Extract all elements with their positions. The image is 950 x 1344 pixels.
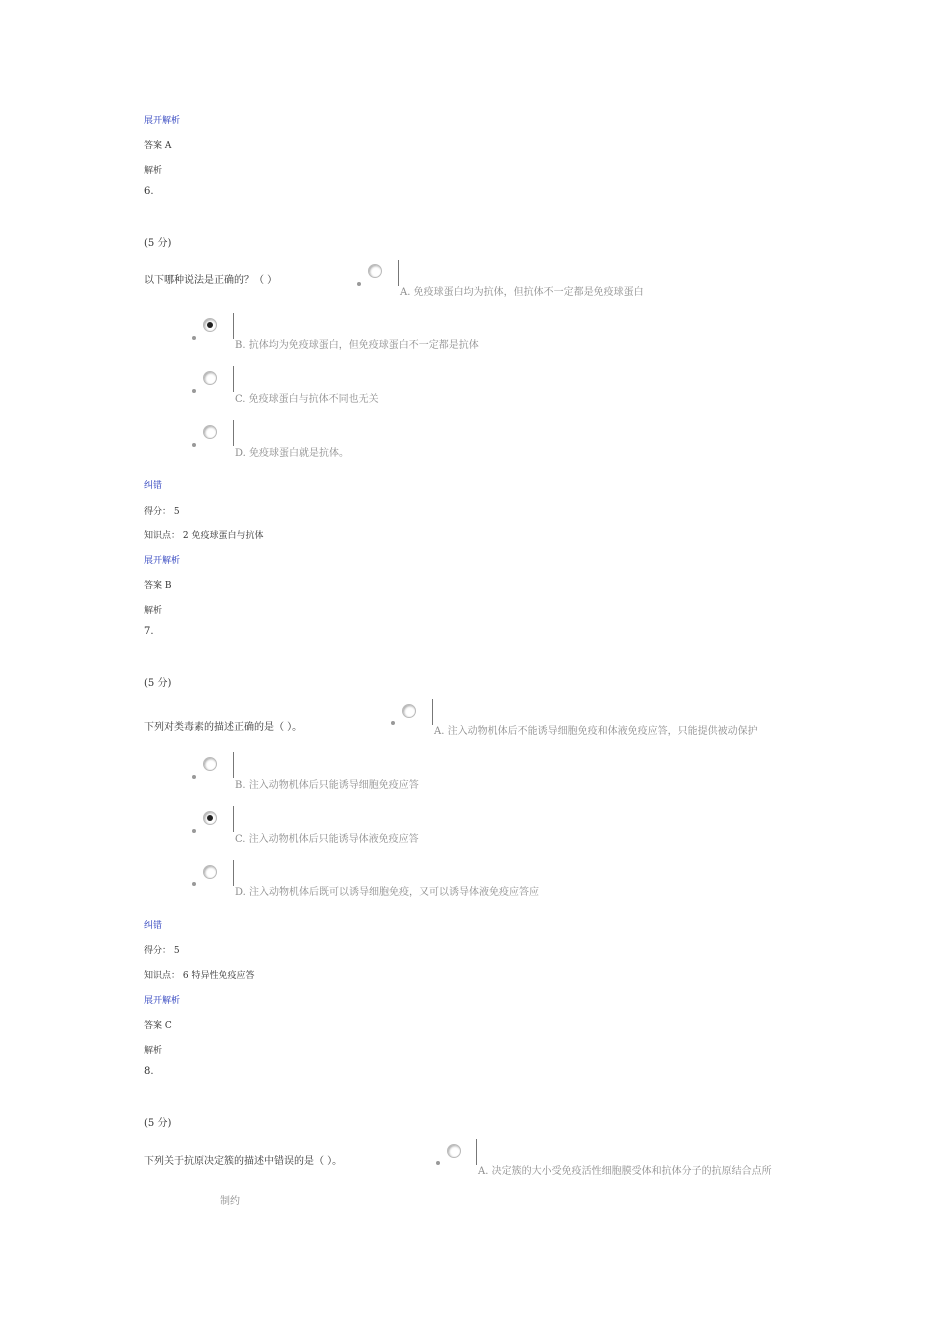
- knowledge-point: 知识点： 6 特异性免疫应答: [144, 971, 255, 981]
- bullet-dot: [192, 829, 196, 833]
- bullet-dot: [357, 282, 361, 286]
- answer-text: 答案 C: [144, 1021, 172, 1031]
- bullet-dot: [192, 443, 196, 447]
- option-divider: [233, 366, 234, 392]
- question-number: 6.: [144, 186, 154, 197]
- expand-analysis-link[interactable]: 展开解析: [144, 116, 181, 126]
- option-divider: [233, 313, 234, 339]
- answer-text: 答案 B: [144, 581, 172, 591]
- option-b-radio[interactable]: [203, 318, 217, 332]
- option-divider: [476, 1139, 477, 1165]
- option-d-label[interactable]: D. 注入动物机体后既可以诱导细胞免疫，又可以诱导体液免疫应答应: [235, 887, 540, 898]
- option-divider: [233, 806, 234, 832]
- question-text: 下列关于抗原决定簇的描述中错误的是（ ）。: [144, 1156, 343, 1167]
- question-points: (5 分): [144, 1118, 172, 1129]
- bullet-dot: [192, 775, 196, 779]
- radio-selected-dot: [207, 322, 213, 328]
- option-c-radio[interactable]: [203, 371, 217, 385]
- option-divider: [233, 860, 234, 886]
- option-c-label[interactable]: C. 免疫球蛋白与抗体不同也无关: [235, 394, 379, 405]
- expand-analysis-link[interactable]: 展开解析: [144, 556, 181, 566]
- knowledge-point: 知识点： 2 免疫球蛋白与抗体: [144, 531, 264, 541]
- option-a-radio[interactable]: [447, 1144, 461, 1158]
- option-a-radio[interactable]: [368, 264, 382, 278]
- option-divider: [233, 752, 234, 778]
- option-d-radio[interactable]: [203, 865, 217, 879]
- analysis-label: 解析: [144, 166, 163, 176]
- score-text: 得分： 5: [144, 507, 180, 517]
- option-divider: [432, 699, 433, 725]
- question-text: 以下哪种说法是正确的？（ ）: [144, 275, 278, 286]
- score-text: 得分： 5: [144, 946, 180, 956]
- option-a-label[interactable]: A. 免疫球蛋白均为抗体，但抗体不一定都是免疫球蛋白: [400, 287, 644, 298]
- option-a-radio[interactable]: [402, 704, 416, 718]
- report-error-link[interactable]: 纠错: [144, 921, 163, 931]
- question-number: 8.: [144, 1066, 154, 1077]
- question-number: 7.: [144, 626, 154, 637]
- radio-selected-dot: [207, 815, 213, 821]
- option-b-radio[interactable]: [203, 757, 217, 771]
- bullet-dot: [192, 389, 196, 393]
- analysis-label: 解析: [144, 1046, 163, 1056]
- bullet-dot: [192, 882, 196, 886]
- analysis-label: 解析: [144, 606, 163, 616]
- question-text: 下列对类毒素的描述正确的是（ ）。: [144, 722, 303, 733]
- answer-text: 答案 A: [144, 141, 172, 151]
- option-divider: [233, 420, 234, 446]
- option-b-label[interactable]: B. 注入动物机体后只能诱导细胞免疫应答: [235, 780, 419, 791]
- bullet-dot: [391, 721, 395, 725]
- option-c-radio[interactable]: [203, 811, 217, 825]
- bullet-dot: [192, 336, 196, 340]
- option-b-label[interactable]: B. 抗体均为免疫球蛋白，但免疫球蛋白不一定都是抗体: [235, 340, 479, 351]
- expand-analysis-link[interactable]: 展开解析: [144, 996, 181, 1006]
- option-c-label[interactable]: C. 注入动物机体后只能诱导体液免疫应答: [235, 834, 419, 845]
- question-points: (5 分): [144, 238, 172, 249]
- option-d-radio[interactable]: [203, 425, 217, 439]
- option-a-label[interactable]: A. 注入动物机体后不能诱导细胞免疫和体液免疫应答，只能提供被动保护: [434, 726, 758, 737]
- option-d-label[interactable]: D. 免疫球蛋白就是抗体。: [235, 448, 350, 459]
- report-error-link[interactable]: 纠错: [144, 481, 163, 491]
- question-points: (5 分): [144, 678, 172, 689]
- option-divider: [398, 260, 399, 286]
- option-a-label[interactable]: A. 决定簇的大小受免疫活性细胞膜受体和抗体分子的抗原结合点所: [478, 1166, 772, 1177]
- option-a-label-continued: 制约: [220, 1196, 240, 1207]
- bullet-dot: [436, 1161, 440, 1165]
